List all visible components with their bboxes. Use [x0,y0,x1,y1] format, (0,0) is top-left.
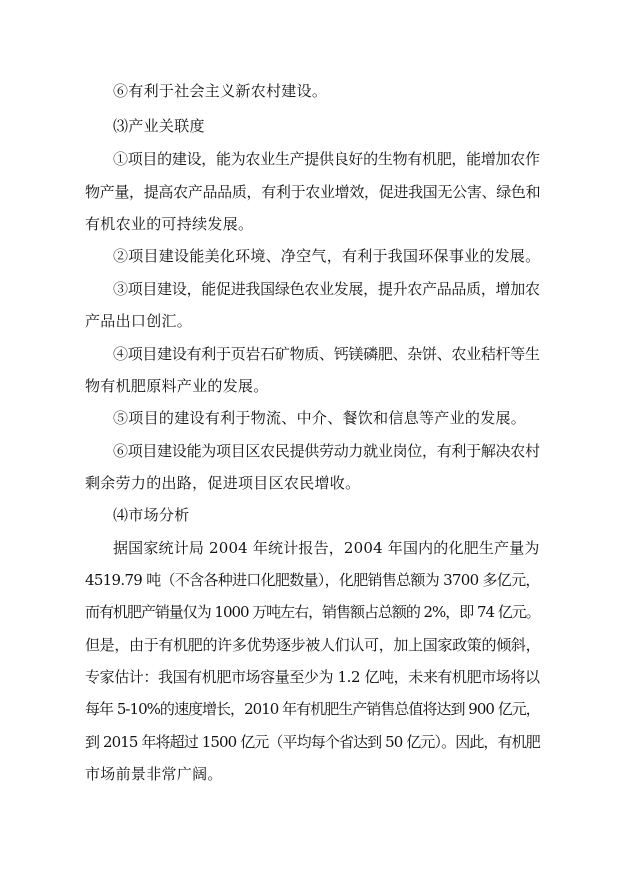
section-heading: ⑶产业关联度 [113,117,205,135]
text-line: 产品出口创汇。 [85,312,193,330]
text-line: 有机农业的可持续发展。 [85,215,254,233]
text-line: ④项目建设有利于页岩石矿物质、钙镁磷肥、杂饼、农业秸杆等生 [113,345,540,363]
text-line: ③项目建设，能促进我国绿色农业发展，提升农产品品质，增加农 [113,280,540,298]
section-heading: ⑷市场分析 [113,506,190,524]
text-line: 4519.79 吨（不含各种进口化肥数量），化肥销售总额为 3700 多亿元， [85,571,540,589]
text-line: 物有机肥原料产业的发展。 [85,377,269,395]
text-line: ⑤项目的建设有利于物流、中介、餐饮和信息等产业的发展。 [113,409,527,427]
text-line: 但是，由于有机肥的许多优势逐步被人们认可，加上国家政策的倾斜， [85,636,541,654]
text-line: 物产量，提高农产品品质，有利于农业增效，促进我国无公害、绿色和 [85,183,541,201]
text-line: ②项目建设能美化环境、净空气，有利于我国环保事业的发展。 [113,247,541,265]
text-line: ⑥有利于社会主义新农村建设。 [113,82,328,100]
text-line: ①项目的建设，能为农业生产提供良好的生物有机肥，能增加农作 [113,150,540,168]
text-line: 每年 5-10%的速度增长，2010 年有机肥生产销售总值将达到 900 亿元， [85,700,540,718]
text-line: ⑥项目建设能为项目区农民提供劳动力就业岗位，有利于解决农村 [113,442,540,460]
text-line: 市场前景非常广阔。 [85,765,223,783]
text-line: 到 2015 年将超过 1500 亿元（平均每个省达到 50 亿元）。因此，有机肥 [85,733,540,751]
text-line: 而有机肥产销量仅为 1000 万吨左右，销售额占总额的 2%，即 74 亿元。 [85,603,540,621]
text-line: 据国家统计局 2004 年统计报告，2004 年国内的化肥生产量为 [113,539,540,557]
text-line: 专家估计：我国有机肥市场容量至少为 1.2 亿吨，未来有机肥市场将以 [85,668,540,686]
text-line: 剩余劳力的出路，促进项目区农民增收。 [85,474,361,492]
